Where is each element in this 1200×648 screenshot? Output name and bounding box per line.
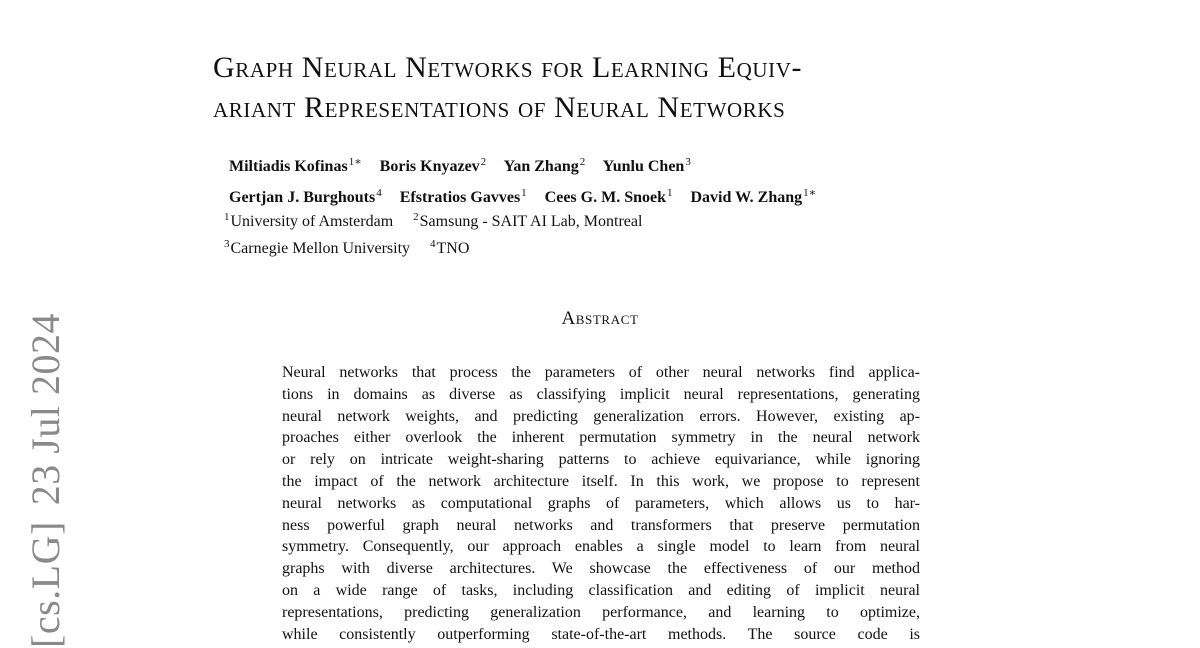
- abstract-line: tions in domains as diverse as classifying implicit neural representations, generating: [282, 385, 920, 403]
- affiliation-row-2: [224, 233, 658, 260]
- abstract-line: neural network weights, and predicting generalization errors. However, existing ap-: [282, 407, 920, 425]
- author: Gertjan J. Burghouts$^4$: [229, 187, 382, 206]
- title-line-2: ariant Representations of Neural Networks: [213, 91, 786, 124]
- abstract-line: proaches either overlook the inherent permutation symmetry in the neural network: [282, 429, 920, 447]
- author: Miltiadis Kofinas$^{1∗}$: [229, 156, 362, 175]
- affiliation: $^3$Carnegie Mellon University: [224, 238, 411, 257]
- abstract-line: representations, predicting generalization performance, and learning to optimize,: [282, 603, 920, 621]
- author-list: [229, 149, 830, 211]
- abstract-body: [282, 362, 920, 645]
- abstract-line: or rely on intricate weight-sharing patterns to achieve equivariance, while ignoring: [282, 451, 920, 469]
- author: Efstratios Gavves$^1$: [399, 187, 527, 206]
- author-row-1: [229, 149, 830, 180]
- author: Yunlu Chen$^3$: [602, 156, 691, 175]
- abstract-line: neural networks as computational graphs of parameters, which allows us to har-: [282, 494, 920, 512]
- affiliation: $^2$Samsung - SAIT AI Lab, Montreal: [413, 211, 643, 230]
- title-line-1: Graph Neural Networks for Learning Equiv-: [213, 51, 803, 84]
- abstract-line: ness powerful graph neural networks and transformers that preserve permutation: [282, 516, 920, 534]
- affiliation: $^1$University of Amsterdam: [224, 211, 394, 230]
- affiliation-list: [224, 206, 658, 260]
- abstract-line: on a wide range of tasks, including classification and editing of implicit neural: [282, 581, 920, 599]
- paper-title: [213, 48, 1053, 128]
- arxiv-margin-stamp: [22, 313, 70, 648]
- affiliation: $^4$TNO: [430, 238, 470, 257]
- author: Yan Zhang$^2$: [503, 156, 586, 175]
- affiliation-row-1: [224, 206, 658, 233]
- abstract-line: symmetry. Consequently, our approach enables a single model to learn from neural: [282, 538, 920, 556]
- abstract-line: graphs with diverse architectures. We showcase the effectiveness of our method: [282, 560, 920, 578]
- abstract-heading: Abstract: [561, 308, 639, 329]
- arxiv-date: 23 Jul 2024: [23, 313, 68, 506]
- abstract-line: the impact of the network architecture itself. In this work, we propose to represent: [282, 472, 920, 490]
- author: David W. Zhang$^{1∗}$: [690, 187, 817, 206]
- abstract-line: while consistently outperforming state-of-the-art methods. The source code is: [282, 625, 920, 643]
- author: Boris Knyazev$^2$: [379, 156, 487, 175]
- author: Cees G. M. Snoek$^1$: [544, 187, 673, 206]
- arxiv-category: [cs.LG]: [23, 521, 68, 648]
- abstract-line: Neural networks that process the parameters of other neural networks find applica-: [282, 364, 920, 381]
